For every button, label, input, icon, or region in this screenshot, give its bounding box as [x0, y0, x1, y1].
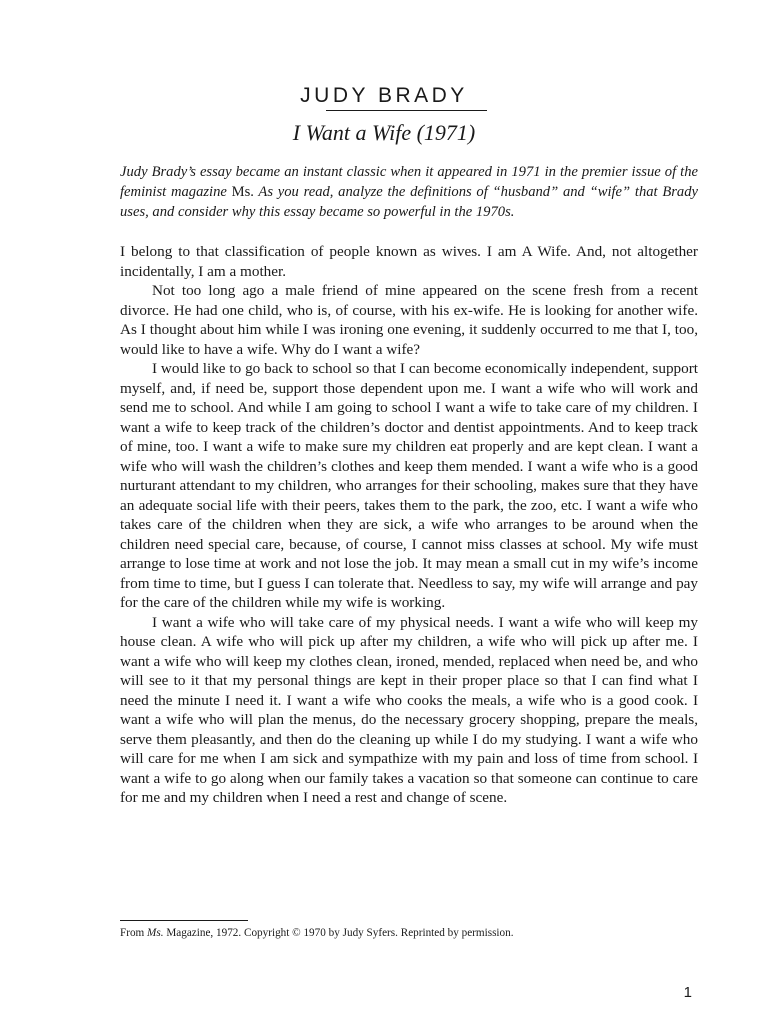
headnote-text-1: Judy Brady’s essay became an instant classic when it appeared in 1971 in the premier issue of the feminist magazine: [120, 164, 698, 200]
body-paragraph-2: Not too long ago a male friend of mine appeared on the scene fresh from a recent divorce. He had one child, who is, of course, with his ex-wife. He is looking for another wife. As I thought about him while I was ironing one evening, it suddenly occurred to me that I, too, would like to have a wife. Why do I want a wife?: [120, 282, 698, 358]
author-name: JUDY BRADY: [300, 84, 468, 107]
headnote: [120, 162, 698, 222]
author-underline: [326, 110, 487, 111]
footnote-text: Magazine, 1972. Copyright © 1970 by Judy Syfers. Reprinted by permission.: [163, 927, 514, 939]
footnote: [120, 926, 698, 941]
body-paragraph-3: I would like to go back to school so that I can become economically independent, support myself, and, if need be, support those dependent upon me. I want a wife who will work and send me to school. And while I am going to school I want a wife to take care of my children. I want a wife to keep track of the children’s doctor and dentist appointments. And to keep track of mine, too. I want a wife to make sure my children eat properly and are kept clean. I want a wife who will wash the children’s clothes and keep them mended. I want a wife who is a good nurturant attendant to my children, who arranges for their schooling, makes sure that they have an adequate social life with their peers, takes them to the park, the zoo, etc. I want a wife who takes care of the children when they are sick, a wife who arranges to be around when the children need special care, because, of course, I cannot miss classes at school. My wife must arrange to lose time at work and not lose the job. It may mean a small cut in my wife’s income from time to time, but I guess I can tolerate that. Needless to say, my wife will arrange and pay for the care of the children while my wife is working.: [120, 360, 698, 611]
headnote-magazine-name: Ms.: [231, 184, 254, 200]
page-number: 1: [683, 984, 692, 1001]
essay-title: I Want a Wife (1971): [292, 120, 476, 145]
footnote-divider: [120, 920, 248, 921]
body-paragraph-1: I belong to that classification of people known as wives. I am A Wife. And, not altogether incidentally, I am a mother.: [120, 243, 698, 280]
footnote-prefix: From: [120, 927, 148, 939]
footnote-magazine-name: Ms.: [147, 927, 164, 939]
body-paragraph-4: I want a wife who will take care of my physical needs. I want a wife who will keep my house clean. A wife who will pick up after my children, a wife who will pick up after me. I want a wife who will keep my clothes clean, ironed, mended, replaced when need be, and who will see to it that my personal things are kept in their proper place so that I can find what I need the minute I need it. I want a wife who cooks the meals, a wife who is a good cook. I want a wife who will plan the menus, do the necessary grocery shopping, prepare the meals, serve them pleasantly, and then do the cleaning up while I do my studying. I want a wife who will care for me when I am sick and sympathize with my pain and loss of time from school. I want a wife to go along when our family takes a vacation so that someone can continue to care for me and my children when I need a rest and change of scene.: [120, 613, 698, 806]
headnote-text-2: As you read, analyze the definitions of “husband” and “wife” that Brady uses, and consider why this essay became so powerful in the 1970s.: [120, 184, 698, 220]
essay-body: [120, 242, 698, 808]
